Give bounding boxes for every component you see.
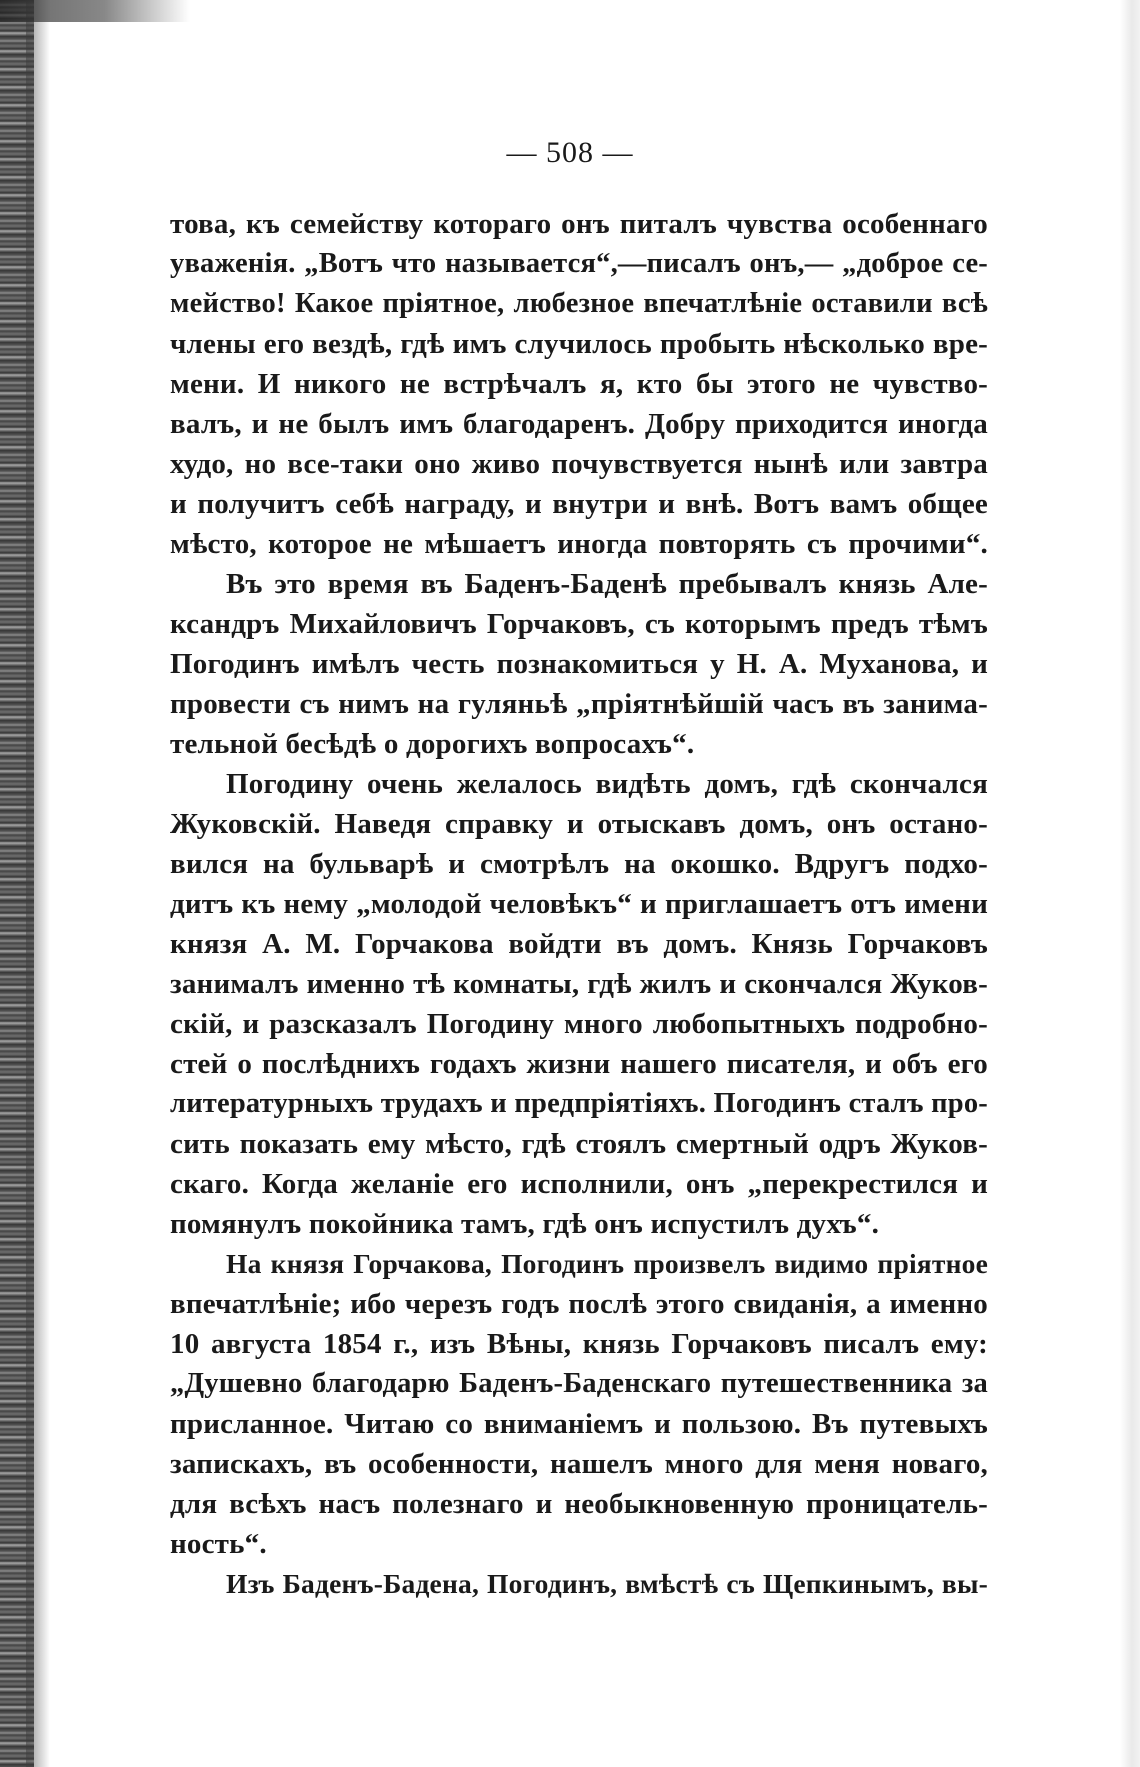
text-line: валъ, и не былъ имъ благодаренъ. Добру приходится иногда (170, 408, 988, 440)
binding-shadow (26, 0, 50, 1767)
text-line: мѣсто, которое не мѣшаетъ иногда повторять съ прочими“. (170, 528, 988, 560)
paragraph (170, 564, 988, 764)
paragraph (170, 204, 988, 564)
text-line: помянулъ покойника тамъ, гдѣ онъ испустилъ духъ“. (170, 1208, 880, 1240)
text-line: Жуковскій. Наведя справку и отыскавъ домъ, онъ остано- (170, 808, 988, 840)
text-line: скій, и разсказалъ Погодину много любопытныхъ подробно- (170, 1008, 988, 1040)
text-line: уваженія. „Вотъ что называется“,—писалъ онъ,— „доброе се- (170, 248, 988, 279)
text-line: запискахъ, въ особенности, нашелъ много для меня новаго, (170, 1448, 988, 1480)
page-right-edge (1120, 0, 1140, 1767)
text-line: провести съ нимъ на гуляньѣ „пріятнѣйшій часъ въ занима- (170, 688, 988, 720)
text-line: занималъ именно тѣ комнаты, гдѣ жилъ и скончался Жуков- (170, 968, 988, 1000)
text-line: 10 августа 1854 г., изъ Вѣны, князь Горчаковъ писалъ ему: (170, 1328, 988, 1360)
text-line: худо, но все-таки оно живо почувствуется нынѣ или завтра (170, 448, 988, 480)
text-line: дитъ къ нему „молодой человѣкъ“ и приглашаетъ отъ имени (170, 888, 988, 920)
text-line: мейство! Какое пріятное, любезное впечатлѣніе оставили всѣ (170, 288, 988, 319)
paragraph (170, 764, 988, 1244)
text-line: ксандръ Михайловичъ Горчаковъ, съ которымъ предъ тѣмъ (170, 608, 988, 640)
text-line: ность“. (170, 1528, 267, 1560)
text-line: Погодину очень желалось видѣть домъ, гдѣ скончался (226, 768, 988, 800)
page-number: — 508 — (506, 136, 634, 169)
binding-top-shadow (0, 0, 190, 22)
text-line: Въ это время въ Баденъ-Баденѣ пребывалъ князь Але- (226, 568, 988, 600)
text-line: На князя Горчакова, Погодинъ произвелъ видимо пріятное (226, 1248, 988, 1279)
text-line: мени. И никого не встрѣчалъ я, кто бы этого не чувство- (170, 368, 988, 400)
text-line: литературныхъ трудахъ и предпріятіяхъ. Погодинъ сталъ про- (170, 1088, 988, 1119)
text-line: члены его вездѣ, гдѣ имъ случилось пробыть нѣсколько вре- (170, 328, 988, 360)
text-line: князя А. М. Горчакова войдти въ домъ. Князь Горчаковъ (170, 928, 988, 960)
text-line: това, къ семейству котораго онъ питалъ чувства особеннаго (170, 208, 988, 240)
text-line: присланное. Читаю со вниманіемъ и пользою. Въ путевыхъ (170, 1408, 988, 1440)
text-line: тельной бесѣдѣ о дорогихъ вопросахъ“. (170, 728, 695, 760)
text-line: вился на бульварѣ и смотрѣлъ на окошко. Вдругъ подхо- (170, 848, 988, 880)
text-line: стей о послѣднихъ годахъ жизни нашего писателя, и объ его (170, 1048, 988, 1080)
body-text (170, 204, 988, 1604)
paragraph (170, 1244, 988, 1564)
text-line: Изъ Баденъ-Бадена, Погодинъ, вмѣстѣ съ Щепкинымъ, вы- (226, 1568, 988, 1599)
text-line: для всѣхъ насъ полезнаго и необыкновенную проницатель- (170, 1488, 988, 1520)
text-line: „Душевно благодарю Баденъ-Баденскаго путешественника за (170, 1368, 988, 1399)
paragraph (170, 1564, 988, 1604)
text-line: Погодинъ имѣлъ честь познакомиться у Н. А. Муханова, и (170, 648, 988, 680)
text-line: скаго. Когда желаніе его исполнили, онъ „перекрестился и (170, 1168, 988, 1200)
text-line: и получитъ себѣ награду, и внутри и внѣ. Вотъ вамъ общее (170, 488, 988, 520)
text-line: сить показать ему мѣсто, гдѣ стоялъ смертный одръ Жуков- (170, 1128, 988, 1160)
text-line: впечатлѣніе; ибо черезъ годъ послѣ этого свиданія, а именно (170, 1288, 988, 1320)
